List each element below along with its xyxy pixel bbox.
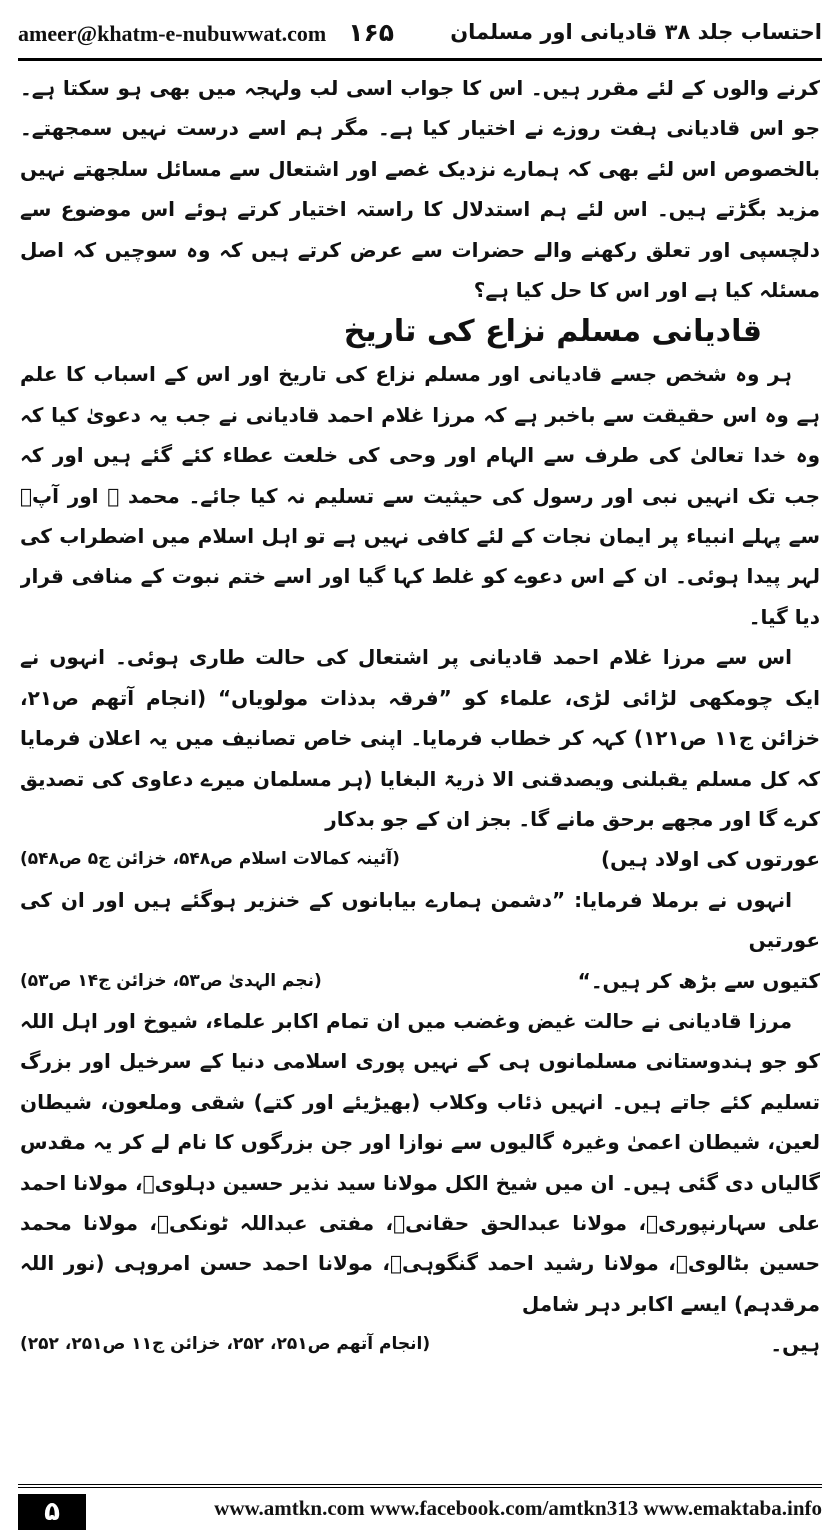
citation-3: (انجام آتھم ص۲۵۱، ۲۵۲، خزائن ج۱۱ ص۲۵۱، ۲۵۲) bbox=[20, 1334, 431, 1355]
reference-line-3 bbox=[20, 1324, 820, 1364]
header-email: ameer@khatm-e-nubuwwat.com bbox=[18, 20, 327, 46]
footer-links: www.amtkn.com www.facebook.com/amtkn313 www.emaktaba.info bbox=[214, 1496, 822, 1520]
paragraph-2: ہر وہ شخص جسے قادیانی اور مسلم نزاع کی تاریخ اور اس کے اسباب کا علم ہے وہ اس حقیقت سے باخبر ہے کہ مرزا غلام احمد قادیانی نے جب یہ دعویٰ کیا کہ وہ خدا تعالیٰ کی طرف سے الہام اور وحی کی خلعت عطاء کئے گئے ہیں اور کہ جب تک انہیں نبی اور رسول کی حیثیت سے تسلیم نہ کیا جائے۔ محمد ﷺ اور آپؐ سے پہلے انبیاء پر ایمان نجات کے لئے کافی نہیں ہے تو اہل اسلام میں اضطراب کی لہر پیدا ہوئی۔ ان کے اس دعوے کو غلط کہا گیا اور اسے ختم نبوت کے منافی قرار دیا گیا۔ bbox=[20, 362, 820, 629]
header-rule bbox=[18, 58, 822, 61]
header-left bbox=[18, 18, 394, 47]
section-heading: قادیانی مسلم نزاع کی تاریخ bbox=[343, 314, 762, 350]
citation-1: (آئینہ کمالات اسلام ص۵۴۸، خزائن ج۵ ص۵۴۸) bbox=[20, 849, 400, 870]
paragraph-4: انہوں نے برملا فرمایا: ”دشمن ہمارے بیابانوں کے خنزیر ہوگئے ہیں اور ان کی عورتیں bbox=[20, 887, 820, 953]
paragraph-5-ending: ہیں۔ bbox=[770, 1332, 820, 1357]
paragraph-5: مرزا قادیانی نے حالت غیض وغضب میں ان تمام اکابر علماء، شیوخ اور اہل اللہ کو جو ہندوستانی مسلمانوں ہی کے نہیں پوری اسلامی دنیا کے سرخیل اور بزرگ تسلیم کئے جاتے ہیں۔ انہیں ذئاب وکلاب (بھیڑیئے اور کتے) شقی وملعون، شیطان لعین، شیطان اعمیٰ وغیرہ گالیوں سے نوازا اور جن بزرگوں کا نام لے کر یہ مقدس گالیاں دی گئی ہیں۔ ان میں شیخ الکل مولانا سید نذیر حسین دہلویؒ، مولانا احمد علی سہارنپوریؒ، مولانا عبدالحق حقانیؒ، مفتی عبداللہ ٹونکیؒ، مولانا محمد حسین بٹالویؒ، مولانا رشید احمد گنگوہیؒ، مولانا احمد حسن امروہی (نور اللہ مرقدہم) ایسے اکابر دہر شامل bbox=[20, 1008, 820, 1316]
reference-line-1 bbox=[20, 839, 820, 879]
page-header bbox=[18, 10, 822, 54]
header-page-number: ۱۶۵ bbox=[348, 17, 395, 47]
paragraph-4-ending: کتیوں سے بڑھ کر ہیں۔“ bbox=[577, 968, 820, 993]
page-footer bbox=[18, 1484, 822, 1534]
paragraph-1: کرنے والوں کے لئے مقرر ہیں۔ اس کا جواب اسی لب ولہجہ میں بھی ہو سکتا ہے۔ جو اس قادیانی ہفت روزے نے اختیار کیا ہے۔ مگر ہم اسے درست نہیں سمجھتے۔ بالخصوص اس لئے بھی کہ ہمارے نزدیک غصے اور اشتعال سے مسائل سلجھتے نہیں مزید بگڑتے ہیں۔ اس لئے ہم استدلال کا راستہ اختیار کرتے ہوئے اس موضوع سے دلچسپی اور تعلق رکھنے والے حضرات سے عرض کرتے ہیں کہ وہ سوچیں کہ اصل مسئلہ کیا ہے اور اس کا حل کیا ہے؟ bbox=[20, 76, 820, 303]
paragraph-3: اس سے مرزا غلام احمد قادیانی پر اشتعال کی حالت طاری ہوئی۔ انہوں نے ایک چومکھی لڑائی لڑی، علماء کو ”فرقہ بدذات مولویاں“ (انجام آتھم ص۲۱، خزائن ج۱۱ ص۱۲۱) کہہ کر خطاب فرمایا۔ اپنی خاص تصانیف میں یہ اعلان فرمایا کہ کل مسلم یقبلنی ویصدقنی الا ذریۃ البغایا (ہر مسلمان میرے دعاوی کی تصدیق کرے گا اور مجھے برحق مانے گا۔ بجز ان کے جو بدکار bbox=[20, 645, 820, 831]
footer-page-number: ۵ bbox=[18, 1494, 86, 1530]
paragraph-3-ending: عورتوں کی اولاد ہیں) bbox=[600, 847, 820, 872]
page-body bbox=[20, 68, 820, 1476]
reference-line-2 bbox=[20, 961, 820, 1001]
header-book-title: احتساب جلد ۳۸ قادیانی اور مسلمان bbox=[450, 20, 822, 44]
citation-2: (نجم الہدیٰ ص۵۳، خزائن ج۱۴ ص۵۳) bbox=[20, 970, 322, 991]
